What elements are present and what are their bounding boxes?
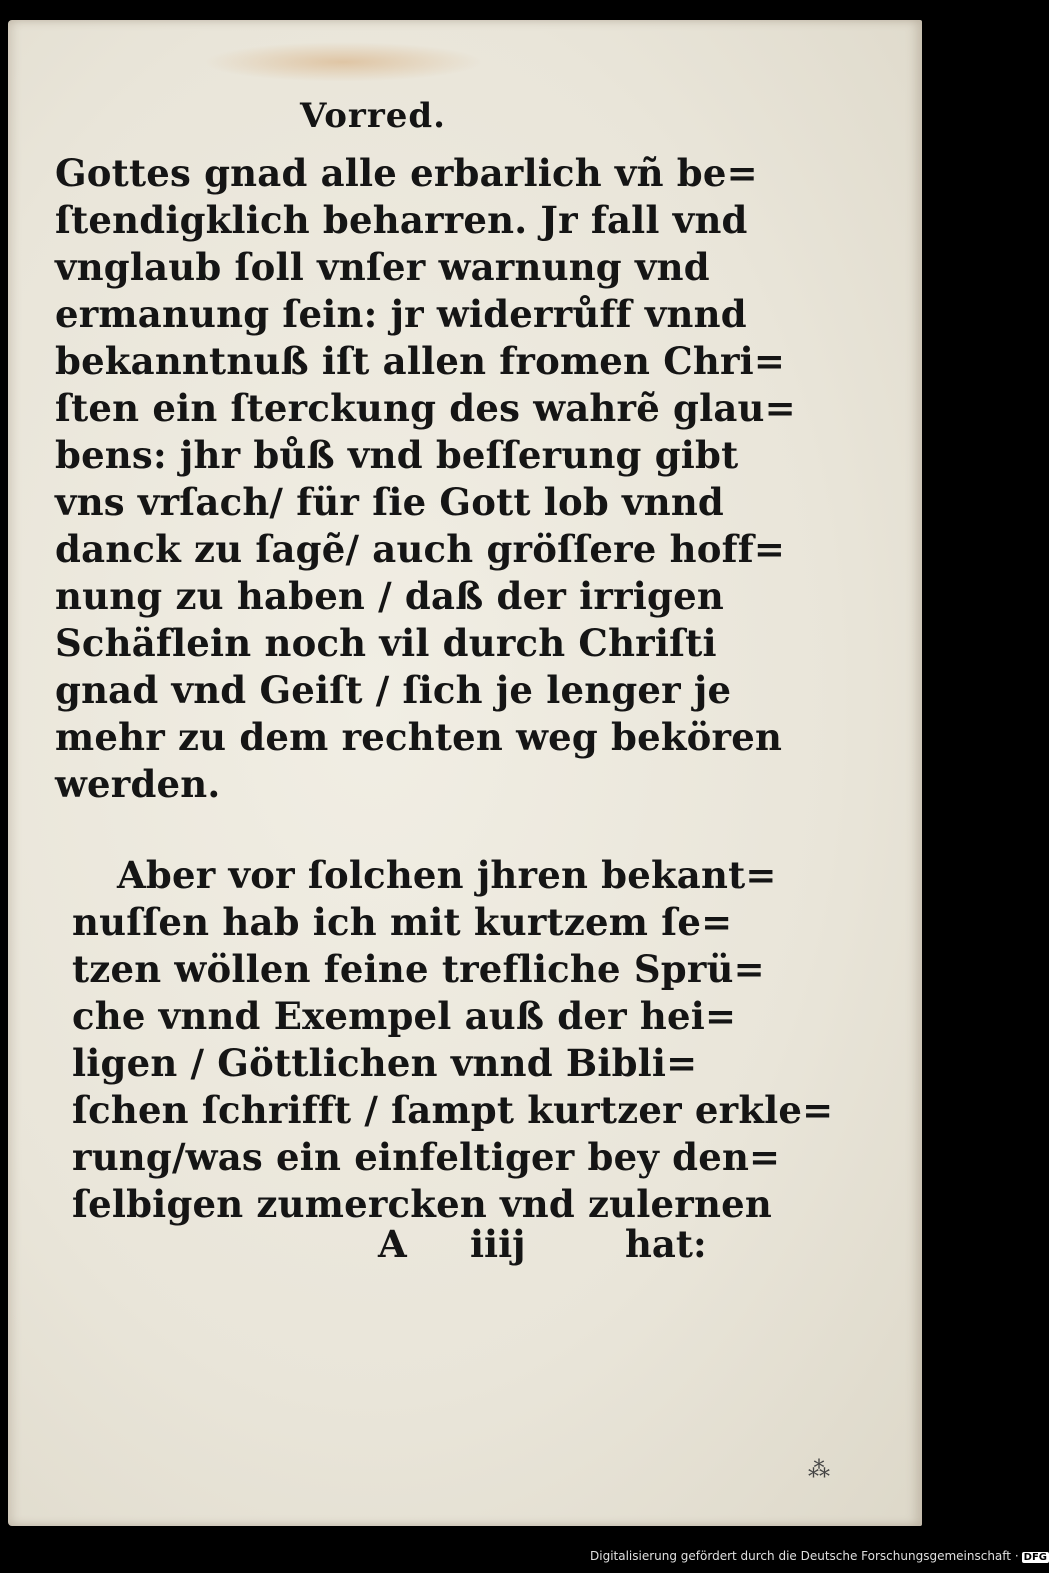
text-line: bens: jhr bůß vnd beſſerung gibt [55, 433, 739, 477]
text-line: Gottes gnad alle erbarlich vñ be= [55, 151, 758, 195]
text-line: nuſſen hab ich mit kurtzem ſe= [72, 900, 733, 944]
folio-number: iiij [470, 1222, 526, 1266]
text-line: Aber vor ſolchen jhren bekant= [117, 853, 777, 897]
text-line: ligen / Göttlichen vnnd Bibli= [72, 1041, 698, 1085]
page-stain [203, 42, 483, 82]
paragraph-1 [55, 150, 796, 808]
text-line: ermanung ſein: jr widerrůff vnnd [55, 292, 747, 336]
text-line: vnglaub ſoll vnſer warnung vnd [55, 245, 710, 289]
text-line: danck zu ſagẽ/ auch gröſſere hoff= [55, 527, 786, 571]
text-line: rung/was ein einfeltiger bey den= [72, 1135, 781, 1179]
dfg-logo: DFG [1023, 1552, 1047, 1563]
paragraph-2 [72, 852, 834, 1228]
text-line: vns vrſach/ für ſie Gott lob vnnd [55, 480, 725, 524]
text-line: werden. [55, 762, 221, 806]
footer-text: Digitalisierung gefördert durch die Deutsche Forschungsgemeinschaft · [590, 1549, 1019, 1563]
text-line: Schäflein noch vil durch Chriſti [55, 621, 717, 665]
text-line: gnad vnd Geiſt / ſich je lenger je [55, 668, 732, 712]
digitization-footer [590, 1549, 1047, 1569]
text-line: nung zu haben / daß der irrigen [55, 574, 724, 618]
catchword: hat: [625, 1222, 707, 1266]
text-line: tzen wöllen feine trefliche Sprü= [72, 947, 765, 991]
running-header: Vorred. [300, 96, 447, 136]
text-line: ſten ein ſterckung des wahrẽ glau= [55, 386, 796, 430]
ink-mark-icon: ⁂ [808, 1458, 830, 1483]
text-line: mehr zu dem rechten weg bekören [55, 715, 783, 759]
text-line: ſchen ſchrifft / ſampt kurtzer erkle= [72, 1088, 834, 1132]
text-line: che vnnd Exempel auß der hei= [72, 994, 737, 1038]
signature-line [370, 1222, 710, 1272]
text-line: ſtendigklich beharren. Jr fall vnd [55, 198, 748, 242]
signature-mark: A [378, 1222, 407, 1266]
text-line: bekanntnuß iſt allen fromen Chri= [55, 339, 786, 383]
text-line: ſelbigen zumercken vnd zulernen [72, 1182, 772, 1226]
